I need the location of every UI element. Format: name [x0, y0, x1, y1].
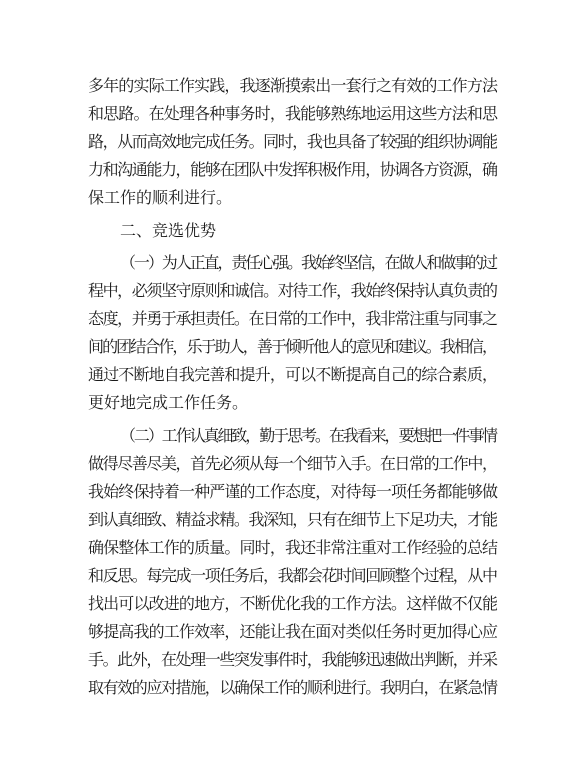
- paragraph-line: 路，从而高效地完成任务。同时，我也具备了较强的组织协调能: [88, 132, 497, 151]
- paragraph-line: 到认真细致、精益求精。我深知，只有在细节上下足功夫，才能: [88, 510, 497, 529]
- paragraph-line: 确保整体工作的质量。同时，我还非常注重对工作经验的总结: [88, 538, 498, 557]
- paragraph-line: 更好地完成工作任务。: [88, 393, 249, 412]
- paragraph-line: 保工作的顺利进行。: [88, 188, 233, 207]
- paragraph-line: 力和沟通能力，能够在团队中发挥积极作用，协调各方资源，确: [88, 160, 497, 179]
- paragraph-line: 做得尽善尽美，首先必须从每一个细节入手。在日常的工作中，: [88, 454, 497, 473]
- paragraph-line: 我始终保持着一种严谨的工作态度，对待每一项任务都能够做: [88, 482, 498, 501]
- paragraph-line: 程中，必须坚守原则和诚信。对待工作，我始终保持认真负责的: [88, 281, 497, 300]
- section-heading: 二、竞选优势: [120, 221, 217, 240]
- paragraph-line: 间的团结合作，乐于助人，善于倾听他人的意见和建议。我相信，: [88, 337, 497, 356]
- paragraph-line: （一）为人正直，责任心强。我始终坚信，在做人和做事的过: [120, 253, 496, 272]
- paragraph-line: 和反思。每完成一项任务后，我都会花时间回顾整个过程，从中: [88, 566, 497, 585]
- paragraph-line: 和思路。在处理各种事务时，我能够熟练地运用这些方法和思: [88, 104, 498, 123]
- paragraph-line: 手。此外，在处理一些突发事件时，我能够迅速做出判断，并采: [88, 650, 497, 669]
- paragraph-line: 取有效的应对措施，以确保工作的顺利进行。我明白，在紧急情: [88, 678, 497, 697]
- paragraph-line: （二）工作认真细致，勤于思考。在我看来，要想把一件事情: [120, 426, 496, 445]
- paragraph-line: 找出可以改进的地方，不断优化我的工作方法。这样做不仅能: [88, 594, 498, 613]
- paragraph-line: 多年的实际工作实践，我逐渐摸索出一套行之有效的工作方法: [88, 76, 498, 95]
- paragraph-line: 够提高我的工作效率，还能让我在面对类似任务时更加得心应: [88, 622, 498, 641]
- paragraph-line: 态度，并勇于承担责任。在日常的工作中，我非常注重与同事之: [88, 309, 497, 328]
- paragraph-line: 通过不断地自我完善和提升，可以不断提高自己的综合素质，: [88, 365, 498, 384]
